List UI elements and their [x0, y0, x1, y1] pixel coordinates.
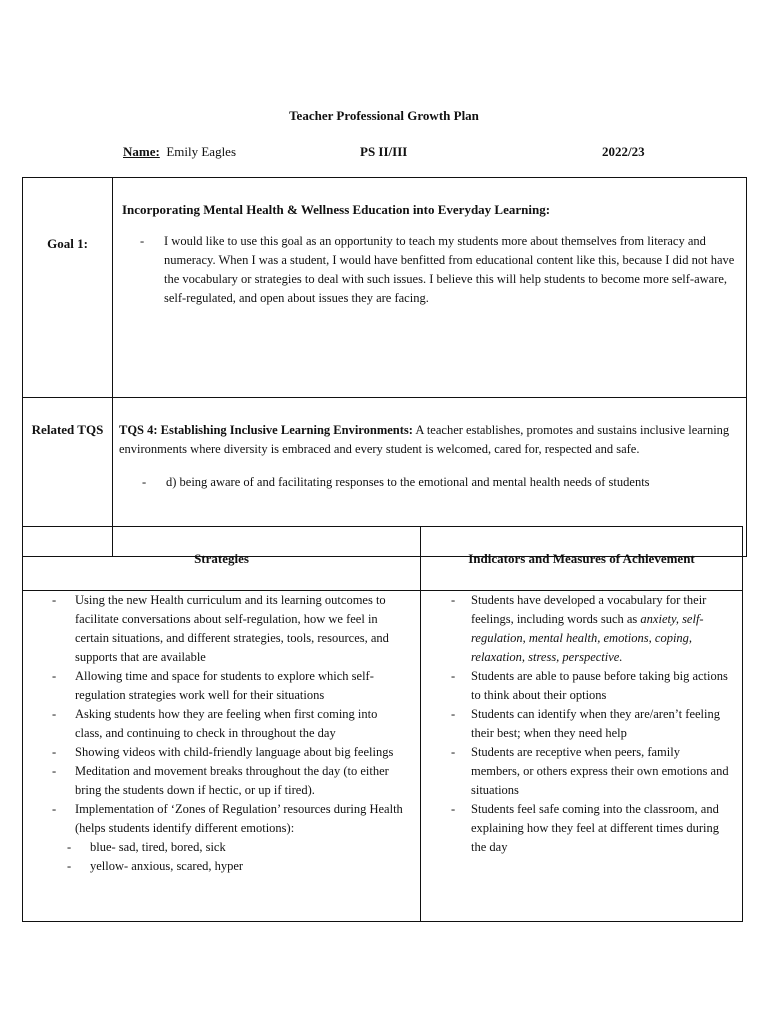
list-item: - yellow- anxious, scared, hyper [23, 857, 420, 876]
list-item: - I would like to use this goal as an opportunity to teach my students more about themselves from literacy and numeracy. When I was a student, I would have benfitted from educational content like this, because I did not have the vocabulary or strategies to deal with such issues. I believe this will help students to become more self-aware, self-regulated, and open about issues they are facing. [122, 232, 736, 308]
school-year: 2022/23 [602, 144, 645, 159]
list-item: - Showing videos with child-friendly language about big feelings [23, 743, 420, 762]
list-item: - Students feel safe coming into the classroom, and explaining how they feel at different times during the day [421, 800, 742, 857]
list-item: - d) being aware of and facilitating responses to the emotional and mental health needs of students [119, 473, 736, 492]
goal-list [122, 232, 736, 308]
tqs-text: A teacher establishes, promotes and sustains inclusive learning environments where diversity is embraced and every student is welcomed, cared for, respected and safe. [119, 423, 730, 456]
goal-cell [113, 178, 747, 398]
goal-table [22, 177, 747, 557]
tqs-label: Related TQS [23, 398, 113, 557]
list-item: - blue- sad, tired, bored, sick [23, 838, 420, 857]
list-item: - Implementation of ‘Zones of Regulation’ resources during Health (helps students identify different emotions): [23, 800, 420, 838]
list-item: - Using the new Health curriculum and its learning outcomes to facilitate conversations about self-regulation, how we feel in certain situations, and different strategies, tools, resources, and supports that are available [23, 591, 420, 667]
goal-row [23, 178, 747, 398]
strategies-body-row [23, 591, 743, 922]
document-title: Teacher Professional Growth Plan [289, 108, 479, 123]
indicators-list [421, 591, 742, 857]
indicators-header: Indicators and Measures of Achievement [421, 527, 743, 591]
strategies-cell [23, 591, 421, 922]
list-item: - Allowing time and space for students to explore which self-regulation strategies work well for their situations [23, 667, 420, 705]
vocabulary-terms: anxiety, self-regulation, mental health, emotions, coping, relaxation, stress, perspective. [471, 612, 704, 664]
tqs-list [119, 473, 736, 492]
strategies-header-row [23, 527, 743, 591]
zones-list [23, 838, 420, 876]
name-field [123, 144, 236, 160]
indicators-cell [421, 591, 743, 922]
name-label: Name: [123, 144, 160, 159]
strategies-header: Strategies [23, 527, 421, 591]
program-label: PS II/III [360, 144, 408, 159]
strategies-table [22, 526, 743, 922]
list-item: - Students can identify when they are/aren’t feeling their best; when they need help [421, 705, 742, 743]
goal-title: Incorporating Mental Health & Wellness Education into Everyday Learning: [122, 202, 551, 217]
goal-label: Goal 1: [23, 178, 113, 398]
list-item [421, 591, 742, 667]
list-item: - Meditation and movement breaks throughout the day (to either bring the students down if hectic, or up if tired). [23, 762, 420, 800]
tqs-heading: TQS 4: Establishing Inclusive Learning Environments: [119, 423, 413, 437]
tqs-description [119, 421, 736, 459]
strategies-list [23, 591, 420, 838]
list-item: - Students are receptive when peers, family members, or others express their own emotions and situations [421, 743, 742, 800]
list-item: - Asking students how they are feeling when first coming into class, and continuing to check in throughout the day [23, 705, 420, 743]
indicator-text: Students have developed a vocabulary for their feelings, including words such as [471, 593, 707, 626]
list-item: - Students are able to pause before taking big actions to think about their options [421, 667, 742, 705]
name-value: Emily Eagles [166, 144, 237, 159]
header-row [0, 144, 768, 162]
